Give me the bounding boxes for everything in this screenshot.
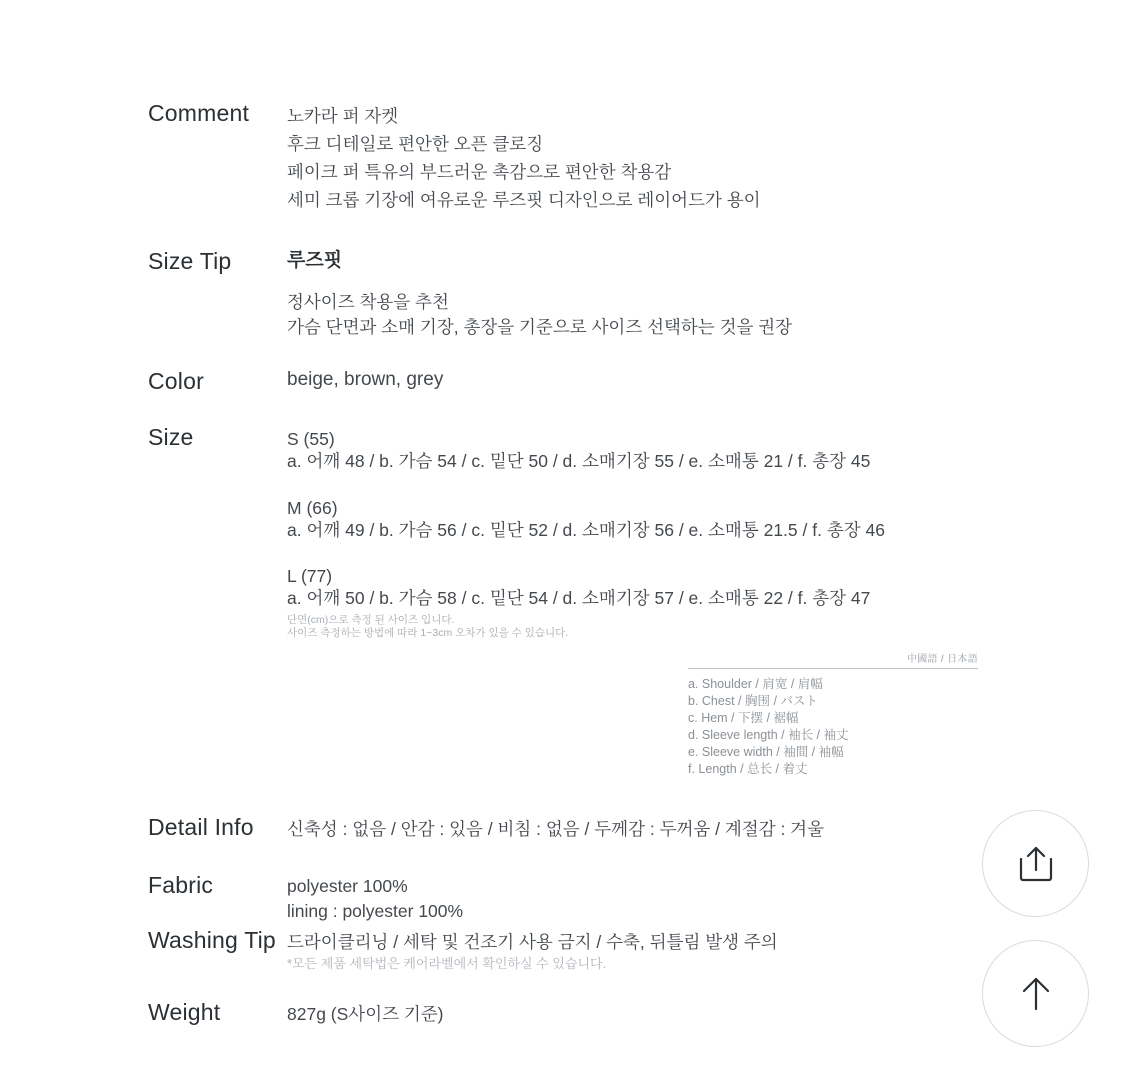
comment-label: Comment [148,100,250,126]
comment-line-2: 후크 디테일로 편안한 오픈 클로징 [287,134,544,154]
washing-tip-value: 드라이클리닝 / 세탁 및 건조기 사용 금지 / 수축, 뒤틀림 발생 주의 [287,932,778,952]
scroll-to-top-button[interactable] [982,940,1089,1047]
weight-label: Weight [148,999,221,1025]
legend-divider [688,668,978,669]
size-group-measure-l: a. 어깨 50 / b. 가슴 58 / c. 밑단 54 / d. 소매기장 57 / e. 소매통 22 / f. 총장 47 [287,588,871,608]
size-group-name-l: L (77) [287,566,333,586]
detail-info-value: 신축성 : 없음 / 안감 : 있음 / 비침 : 없음 / 두께감 : 두꺼움 / 계절감 : 겨울 [287,819,824,839]
weight-value: 827g (S사이즈 기준) [287,1004,444,1024]
fabric-line-1: polyester 100% [287,876,408,896]
legend-item-a: a. Shoulder / 肩宽 / 肩幅 [688,677,823,691]
legend-item-c: c. Hem / 下摆 / 裾幅 [688,711,799,725]
legend-item-e: e. Sleeve width / 袖間 / 袖幅 [688,745,844,759]
washing-tip-label: Washing Tip [148,927,276,953]
size-group-measure-m: a. 어깨 49 / b. 가슴 56 / c. 밑단 52 / d. 소매기장 56 / e. 소매통 21.5 / f. 총장 46 [287,520,885,540]
legend-item-f: f. Length / 总长 / 着丈 [688,762,808,776]
color-value: beige, brown, grey [287,369,444,390]
fabric-line-2: lining : polyester 100% [287,901,464,921]
legend-header: 中國語 / 日本語 [906,654,978,665]
arrow-up-icon [1013,971,1059,1017]
size-tip-headline: 루즈핏 [287,250,343,271]
size-tip-line-2: 가슴 단면과 소매 기장, 총장을 기준으로 사이즈 선택하는 것을 권장 [287,317,793,337]
size-tip-label: Size Tip [148,248,232,274]
share-button[interactable] [982,810,1089,917]
comment-line-3: 페이크 퍼 특유의 부드러운 촉감으로 편안한 착용감 [287,162,672,182]
size-tip-line-1: 정사이즈 착용을 추천 [287,292,449,312]
measurement-legend [688,650,978,778]
size-note-1: 단면(cm)으로 측정 된 사이즈 입니다. [287,614,455,626]
color-label: Color [148,368,204,394]
size-group-name-m: M (66) [287,498,338,518]
share-icon [1013,841,1059,887]
legend-item-b: b. Chest / 胸围 / バスト [688,694,818,708]
comment-line-4: 세미 크롭 기장에 여유로운 루즈핏 디자인으로 레이어드가 용이 [287,190,761,210]
size-note-2: 사이즈 측정하는 방법에 따라 1~3cm 오차가 있을 수 있습니다. [287,627,569,639]
legend-item-d: d. Sleeve length / 袖长 / 袖丈 [688,728,849,742]
comment-line-1: 노카라 퍼 자켓 [287,106,399,126]
size-label: Size [148,424,194,450]
fabric-label: Fabric [148,872,214,898]
washing-tip-note: *모든 제품 세탁법은 케어라벨에서 확인하실 수 있습니다. [287,956,607,971]
detail-info-label: Detail Info [148,814,254,840]
size-group-measure-s: a. 어깨 48 / b. 가슴 54 / c. 밑단 50 / d. 소매기장 55 / e. 소매통 21 / f. 총장 45 [287,451,871,471]
size-group-name-s: S (55) [287,429,335,449]
